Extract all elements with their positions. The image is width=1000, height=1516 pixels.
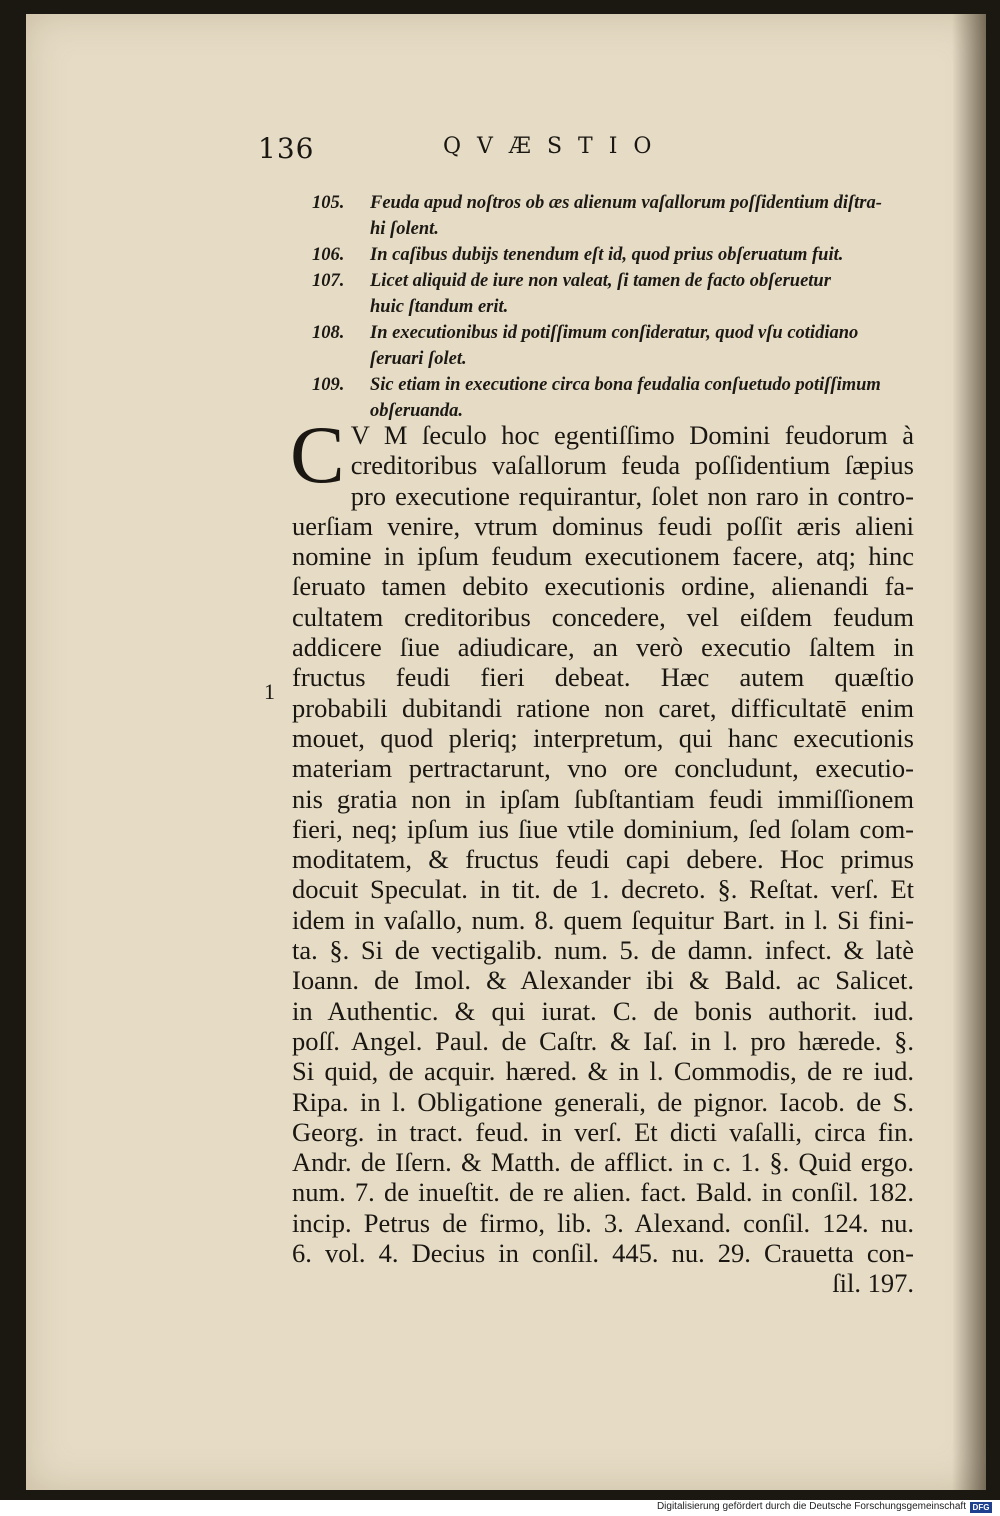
summary-list — [286, 190, 916, 424]
body-line: idem in vaſallo, num. 8. quem ſequitur Bart. in l. Si fini- — [292, 904, 914, 935]
body-line: incip. Petrus de firmo, lib. 3. Alexand. conſil. 124. nu. — [292, 1207, 914, 1238]
summary-text-line: obſeruanda. — [370, 401, 464, 421]
summary-number: 106. — [312, 245, 345, 265]
body-line: in Authentic. & qui iurat. C. de bonis authorit. iud. — [292, 995, 914, 1026]
body-line: Si quid, de acquir. hæred. & in l. Commodis, de re iud. — [292, 1056, 914, 1087]
summary-text-line: In caſibus dubijs tenendum eſt id, quod prius obſeruatum fuit. — [370, 245, 844, 265]
body-line: poſſ. Angel. Paul. de Caſtr. & Iaſ. in l. pro hærede. §. — [292, 1025, 914, 1056]
body-line: mouet, quod pleriq; interpretum, qui hanc executionis — [292, 722, 914, 753]
body-line: nomine in ipſum feudum executionem facere, atq; hinc — [292, 541, 914, 572]
body-line: fructus feudi fieri debeat. Hæc autem quæſtio — [292, 662, 914, 693]
summary-number: 109. — [312, 375, 345, 395]
summary-text-line: hi ſolent. — [370, 219, 439, 239]
summary-text-line: Licet aliquid de iure non valeat, ſi tamen de facto obſeruetur — [370, 271, 831, 291]
summary-number: 105. — [312, 193, 345, 213]
dfg-logo: DFG — [970, 1502, 992, 1513]
body-line: num. 7. de inueſtit. de re alien. fact. Bald. in conſil. 182. — [292, 1177, 914, 1208]
summary-text-line: huic ſtandum erit. — [370, 297, 509, 317]
running-head — [258, 132, 748, 172]
summary-number: 108. — [312, 323, 345, 343]
body-line: cultatem creditoribus concedere, vel eiſdem feudum — [292, 601, 914, 632]
summary-item — [286, 320, 916, 372]
summary-item — [286, 190, 916, 242]
running-head-title: QVÆSTIO — [443, 134, 668, 159]
body-line: creditoribus vaſallorum feuda poſſidentium ſæpius — [350, 450, 914, 481]
body-line: V M ſeculo hoc egentiſſimo Domini feudorum à — [350, 420, 914, 450]
body-line: moditatem, & fructus feudi capi debere. Hoc primus — [292, 844, 914, 875]
summary-number: 107. — [312, 271, 345, 291]
body-line: Ioann. de Imol. & Alexander ibi & Bald. ac Salicet. — [292, 965, 914, 996]
body-line: probabili dubitandi ratione non caret, difficultatē enim — [292, 692, 914, 723]
body-line: Andr. de Iſern. & Matth. de afflict. in c. 1. §. Quid ergo. — [292, 1147, 914, 1178]
body-line: nis gratia non in ipſam ſubſtantiam feudi immiſſionem — [292, 783, 914, 814]
body-line: fieri, neq; ipſum ius ſiue vtile dominium, ſed ſolam com- — [292, 813, 914, 844]
drop-cap: C — [290, 409, 345, 500]
margin-number: 1 — [264, 679, 275, 704]
summary-text-line: ſeruari ſolet. — [370, 349, 467, 369]
footer-credit: Digitalisierung gefördert durch die Deutsche Forschungsgemeinschaft — [656, 1501, 966, 1512]
body-line: ſeruato tamen debito executionis ordine, alienandi fa- — [292, 571, 914, 602]
body-line: materiam pertractarunt, vno ore concludunt, executio- — [292, 753, 914, 784]
summary-text-line: Sic etiam in executione circa bona feudalia conſuetudo potiſſimum — [370, 375, 881, 395]
summary-item — [286, 372, 916, 424]
body-line: 6. vol. 4. Decius in conſil. 445. nu. 29. Crauetta con- — [292, 1238, 914, 1269]
body-line: Georg. in tract. feud. in verſ. Et dicti vaſalli, circa fin. — [292, 1116, 914, 1147]
body-line: addicere ſiue adiudicare, an verò executio ſaltem in — [292, 632, 914, 663]
summary-text-line: Feuda apud noſtros ob æs alienum vaſallorum poſſidentium diſtra- — [370, 193, 882, 213]
body-line: ta. §. Si de vectigalib. num. 5. de damn. infect. & latè — [292, 935, 914, 966]
page-number: 136 — [258, 132, 315, 165]
summary-item — [286, 242, 916, 268]
body-line: uerſiam venire, vtrum dominus feudi poſſit æris alieni — [292, 510, 914, 541]
summary-text-line: In executionibus id potiſſimum conſideratur, quod vſu cotidiano — [370, 323, 859, 343]
body-line: docuit Speculat. in tit. de 1. decreto. §. Reſtat. verſ. Et — [292, 874, 914, 905]
body-line: Ripa. in l. Obligatione generali, de pignor. Iacob. de S. — [292, 1086, 914, 1117]
body-line: pro executione requirantur, ſolet non raro in contro- — [350, 480, 914, 511]
page-gutter-shadow — [952, 14, 986, 1490]
summary-item — [286, 268, 916, 320]
body-line: ſil. 197. — [832, 1268, 914, 1299]
